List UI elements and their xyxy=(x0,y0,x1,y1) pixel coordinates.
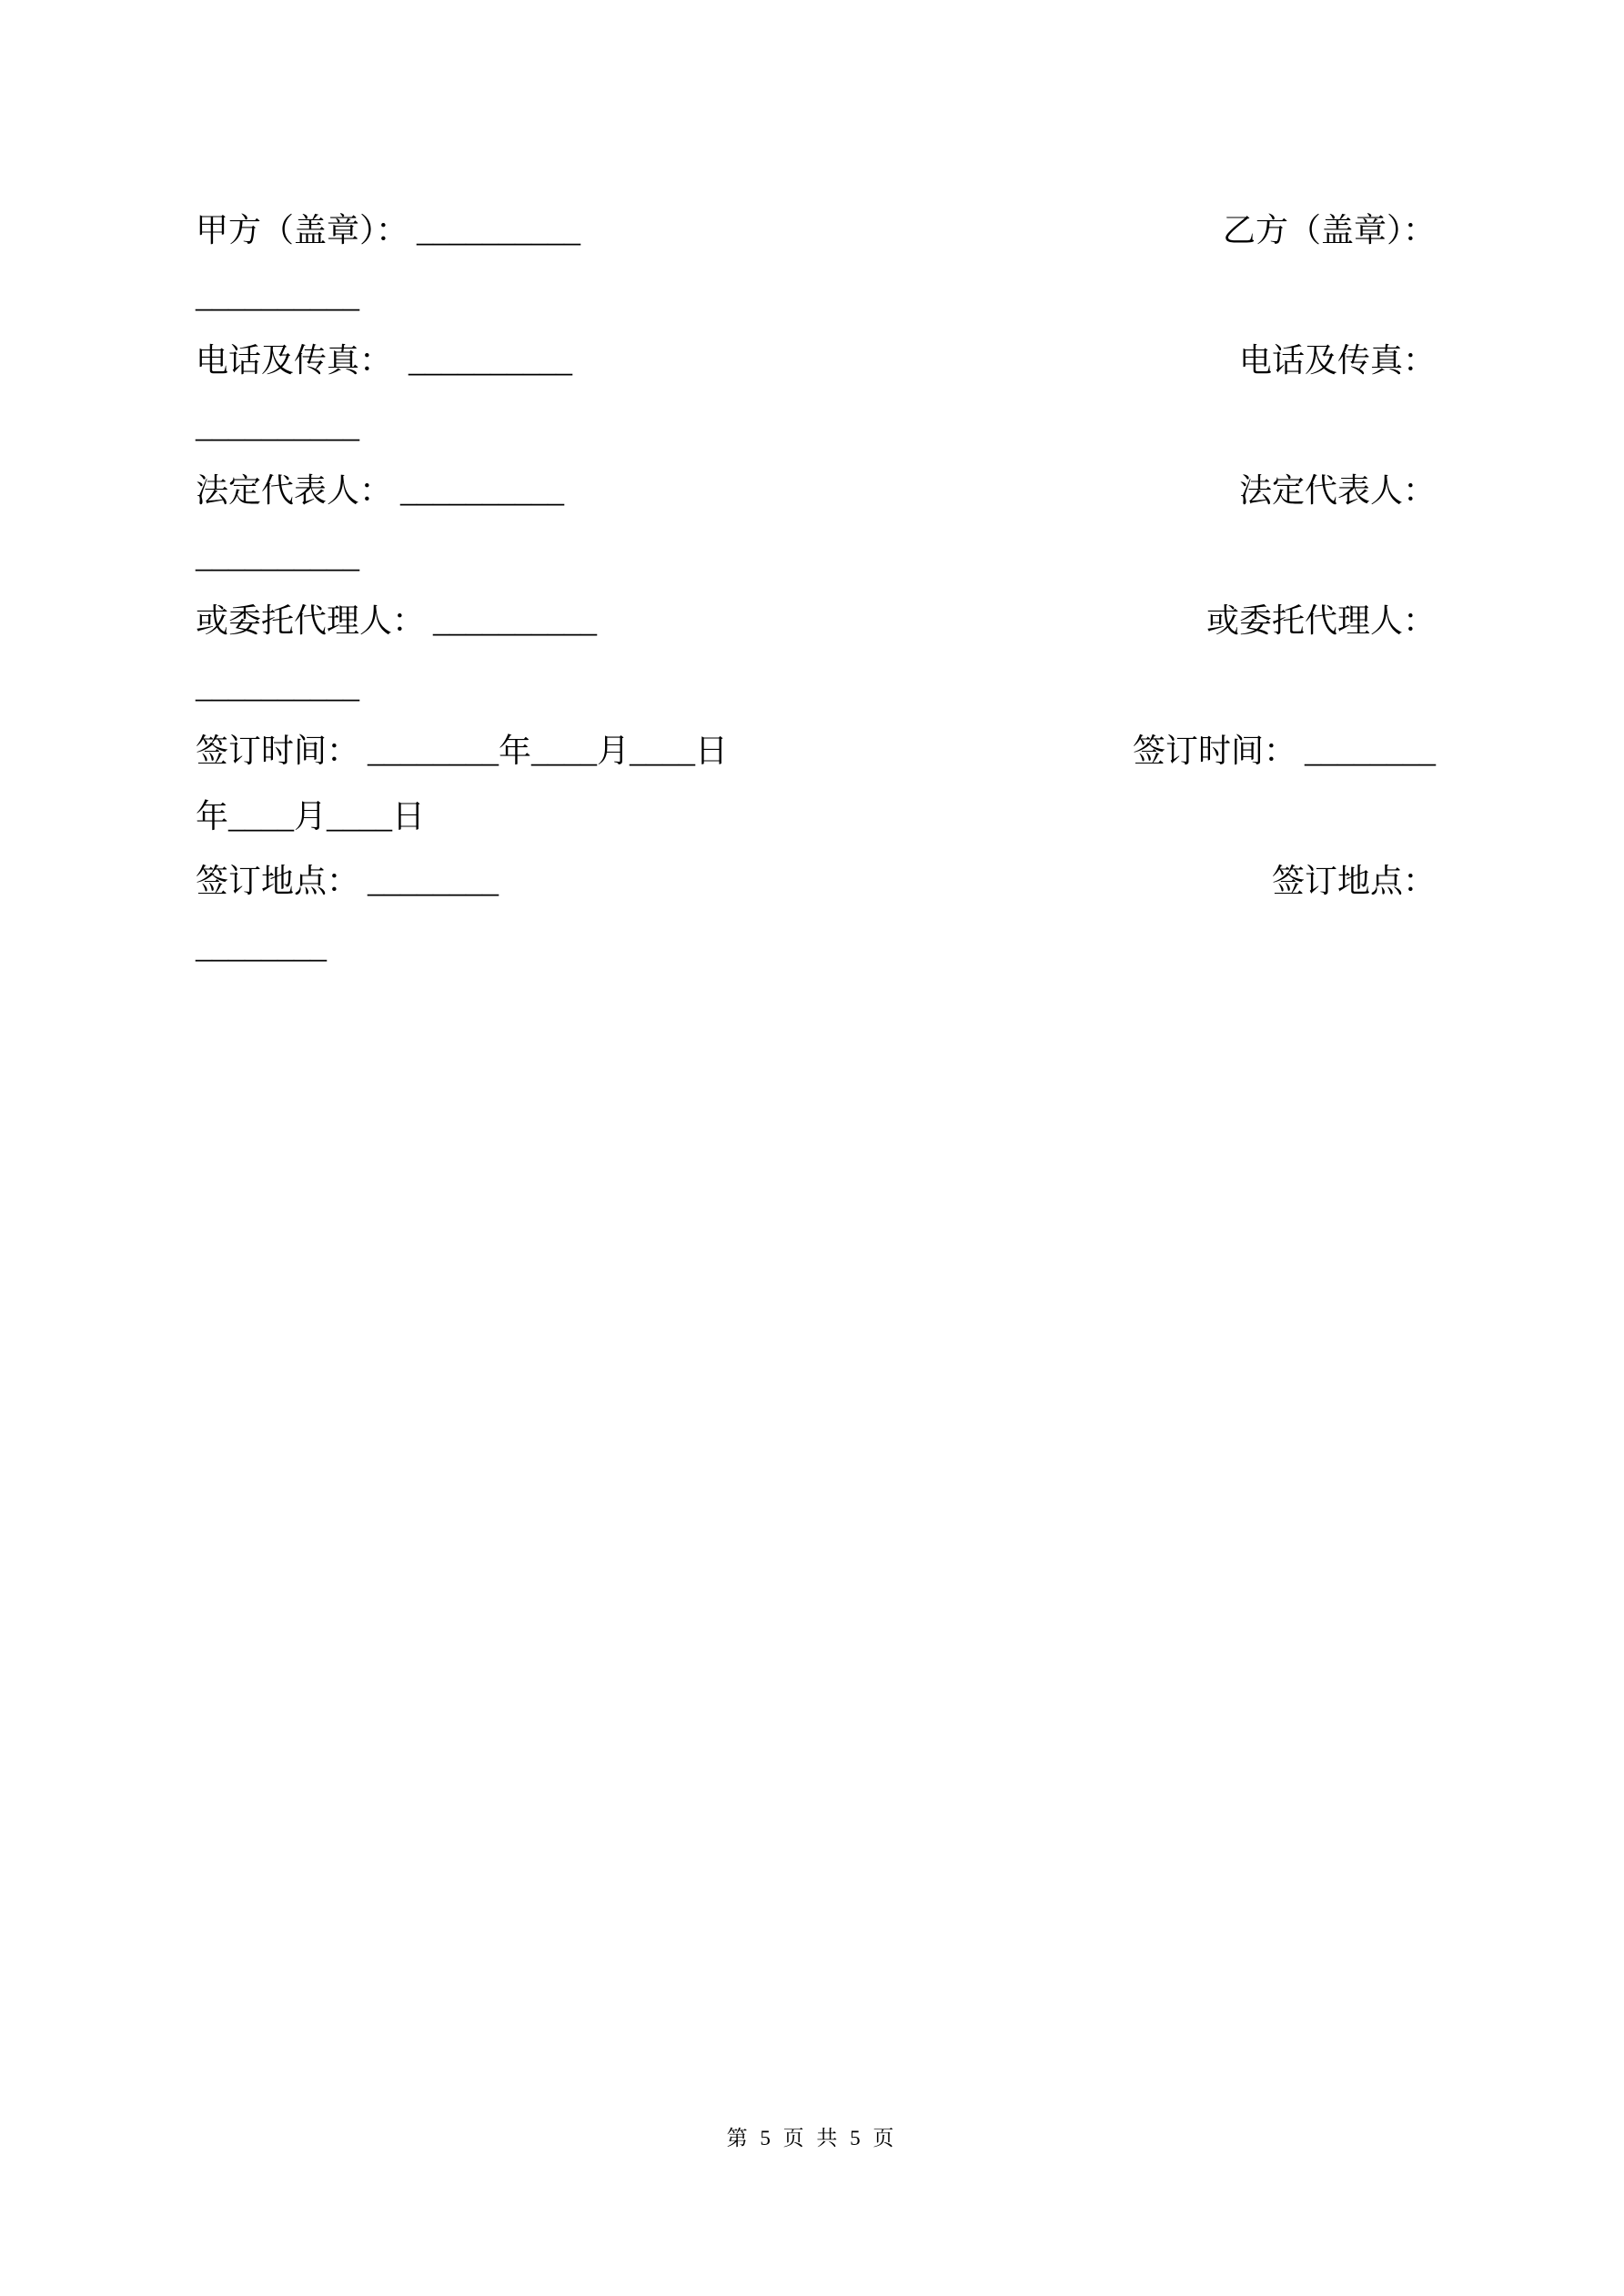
party-a-seal-line xyxy=(196,197,1436,263)
party-a-signing-place-label-and-blank: 签订地点： ________ xyxy=(196,863,499,899)
party-b-authorized-agent-label: 或委托代理人： xyxy=(1205,602,1436,639)
party-a-signing-place-blank: ________ xyxy=(196,928,327,965)
signing-place-blank-continuation xyxy=(196,914,1436,979)
party-b-seal-label: 乙方（盖章）： xyxy=(1222,212,1436,248)
phone-fax-blank-continuation xyxy=(196,393,1436,459)
party-a-phone-fax-blank: __________ xyxy=(196,408,359,444)
legal-representative-blank-continuation xyxy=(196,523,1436,589)
party-a-phone-fax-label-and-blank: 电话及传真： __________ xyxy=(196,342,573,379)
party-a-seal-label-and-blank: 甲方（盖章）： __________ xyxy=(196,212,581,248)
party-a-legal-representative-blank: __________ xyxy=(196,538,359,574)
signing-date-continuation xyxy=(196,784,1436,849)
legal-representative-line xyxy=(196,458,1436,523)
party-a-authorized-agent-blank: __________ xyxy=(196,668,359,704)
authorized-agent-blank-continuation xyxy=(196,653,1436,719)
party-b-signing-date-label-and-blank: 签订时间： ________ xyxy=(1132,733,1436,769)
authorized-agent-line xyxy=(196,588,1436,653)
party-a-signing-date-ymd-blanks: 年____月____日 xyxy=(196,798,426,834)
party-b-legal-representative-label: 法定代表人： xyxy=(1238,472,1436,509)
party-b-phone-fax-label: 电话及传真： xyxy=(1238,342,1436,379)
party-b-signing-place-label: 签订地点： xyxy=(1271,863,1436,899)
party-a-signing-date-label-and-blanks: 签订时间： ________年____月____日 xyxy=(196,733,729,769)
party-a-seal-blank: __________ xyxy=(196,278,359,314)
party-a-legal-representative-label-and-blank: 法定代表人： __________ xyxy=(196,472,565,509)
signing-place-line xyxy=(196,848,1436,914)
phone-fax-line xyxy=(196,328,1436,393)
page-number-footer: 第 5 页 共 5 页 xyxy=(726,2127,898,2149)
party-a-seal-blank-continuation xyxy=(196,263,1436,329)
signing-date-line xyxy=(196,718,1436,784)
party-a-authorized-agent-label-and-blank: 或委托代理人： __________ xyxy=(196,602,598,639)
